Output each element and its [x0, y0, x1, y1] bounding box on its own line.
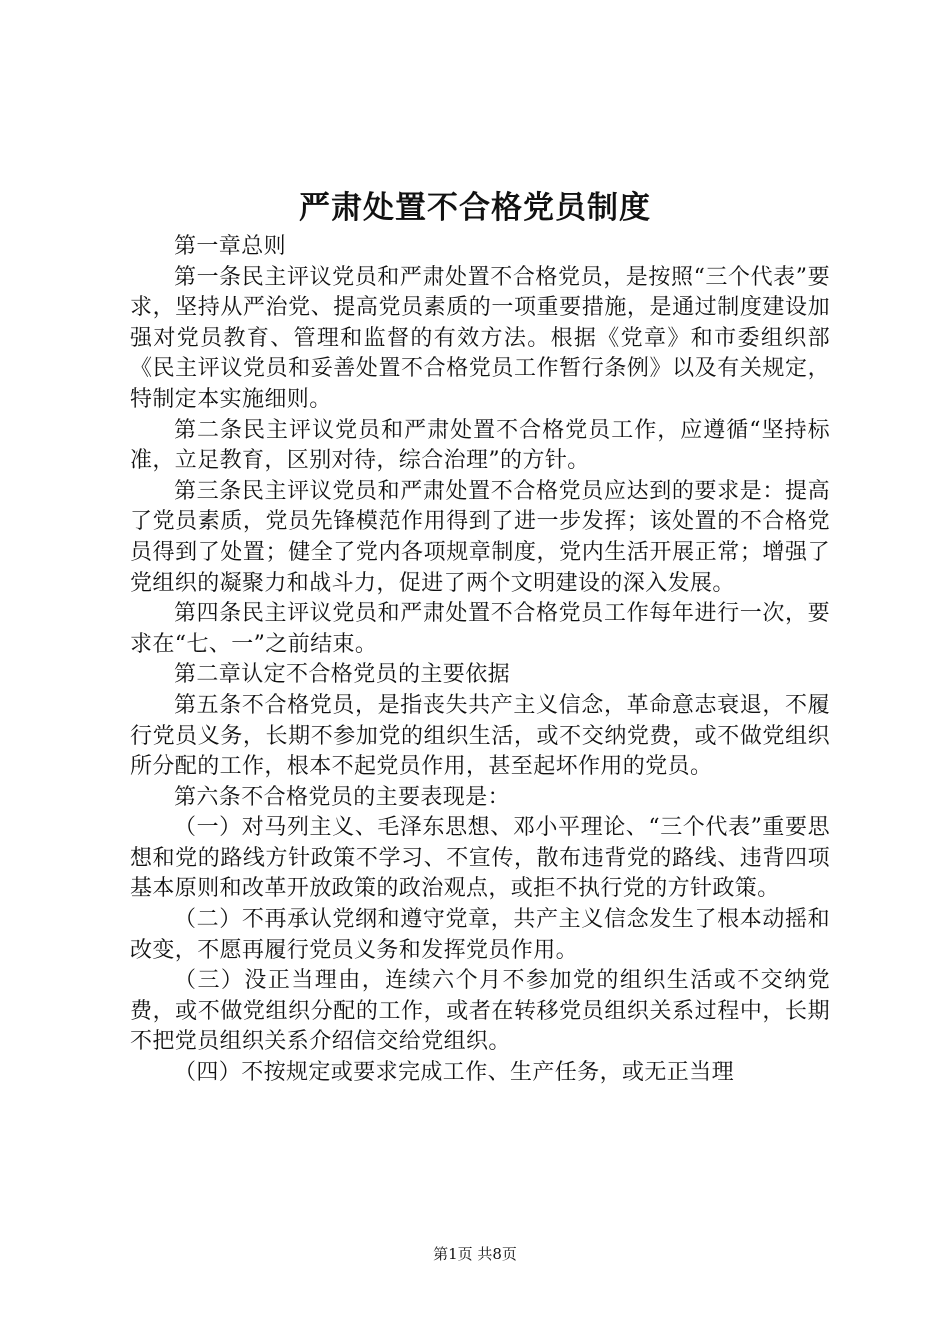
list-item-paragraph: （一）对马列主义、毛泽东思想、邓小平理论、“三个代表”重要思想和党的路线方针政策不学习、不宣传，散布违背党的路线、违背四项基本原则和改革开放政策的政治观点，或拒不执行党的方针政策。 — [130, 815, 830, 902]
list-item-paragraph: （二）不再承认党纲和遵守党章，共产主义信念发生了根本动摇和改变，不愿再履行党员义务和发挥党员作用。 — [130, 907, 830, 963]
article-paragraph: 第六条不合格党员的主要表现是： — [174, 784, 511, 810]
article-paragraph: 第一条民主评议党员和严肃处置不合格党员，是按照“三个代表”要求，坚持从严治党、提高党员素质的一项重要措施，是通过制度建设加强对党员教育、管理和监督的有效方法。根据《党章》和市委组织部《民主评议党员和妥善处置不合格党员工作暂行条例》以及有关规定，特制定本实施细则。 — [130, 264, 830, 412]
page-footer: 第1页 共8页 — [433, 1245, 517, 1263]
article-paragraph: 第五条不合格党员，是指丧失共产主义信念，革命意志衰退，不履行党员义务，长期不参加党的组织生活，或不交纳党费，或不做党组织所分配的工作，根本不起党员作用，甚至起坏作用的党员。 — [130, 692, 830, 780]
article-paragraph: 第二条民主评议党员和严肃处置不合格党员工作，应遵循“坚持标准，立足教育，区别对待，综合治理”的方针。 — [130, 417, 830, 474]
document-body — [130, 232, 830, 1089]
list-item-paragraph: （三）没正当理由，连续六个月不参加党的组织生活或不交纳党费，或不做党组织分配的工作，或者在转移党员组织关系过程中，长期不把党员组织关系介绍信交给党组织。 — [130, 968, 830, 1055]
article-paragraph: 第三条民主评议党员和严肃处置不合格党员应达到的要求是：提高了党员素质，党员先锋模范作用得到了进一步发挥；该处置的不合格党员得到了处置；健全了党内各项规章制度，党内生活开展正常；增强了党组织的凝聚力和战斗力，促进了两个文明建设的深入发展。 — [130, 478, 830, 596]
article-paragraph: 第四条民主评议党员和严肃处置不合格党员工作每年进行一次，要求在“七、一”之前结束。 — [130, 601, 830, 657]
document-title: 严肃处置不合格党员制度 — [299, 190, 651, 226]
chapter-heading: 第一章总则 — [174, 234, 287, 259]
chapter-heading: 第二章认定不合格党员的主要依据 — [174, 662, 511, 688]
list-item-paragraph: （四）不按规定或要求完成工作、生产任务，或无正当理 — [174, 1060, 735, 1086]
